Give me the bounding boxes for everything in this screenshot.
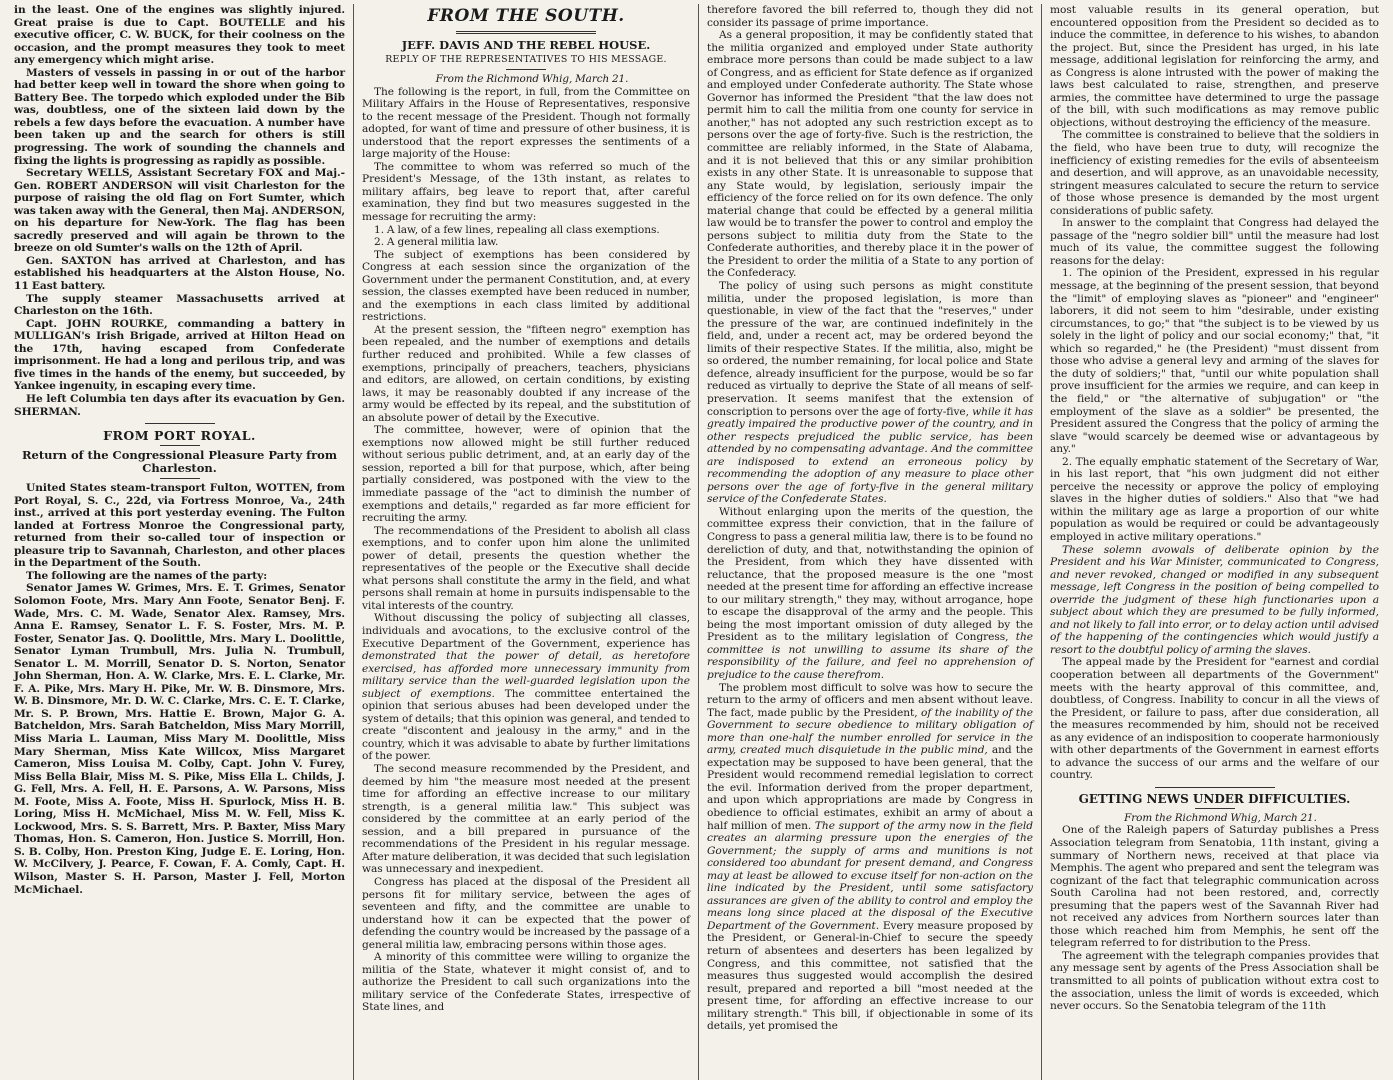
heading-getting-news: GETTING NEWS UNDER DIFFICULTIES. [1078,791,1351,806]
divider-rule [145,423,215,424]
divider-rule [506,69,546,70]
heading-port-royal: FROM PORT ROYAL. [103,428,256,444]
heading-reply: REPLY OF THE REPRESENTATIVES TO HIS MESSAGE. [385,54,667,65]
column-2 [354,4,699,1080]
heading-return: Return of the Congressional Pleasure Party from Charleston. [21,448,338,476]
text-run: Without enlarging upon the merits of the question, the committee express their conviction, that in the failure of Congress to pass a general militia law, there is to be found no dereliction of duty, and that, notwithstanding the opinion of the President, from which they have dissented with reluctance, that the proposed measure is the one "most needed at the present time for affording an effective increase to our military strength," they may, without arrogance, hope to escape the disapproval of the army and the people. This being the most important omission of duty alleged by the President as to the military legislation of Congress, [707,505,1033,644]
italic-run: the committee is not unwilling to assume its share of the responsibility of the failure, and feel no apprehension of prejudice to the cause therefrom. [707,631,1033,681]
paragraph-names-intro: The following are the names of the party: [26,569,268,582]
paragraph: 2. The equally emphatic statement of the Secretary of War, in his last report, that "his own judgment did not either perceive the necessity or approve the policy of employing slaves in the higher duties of soldiers." Also that "we had within the military age as large a proportion of our white population as would be required or could be advantageously employed in active military operations." [1050,455,1379,543]
column-1 [6,4,354,1080]
divider-rule [160,445,200,446]
text-run: The policy of using such persons as might constitute militia, under the proposed legislation, is more than questionable, in view of the fact that the "reserves," under the pressure of the war, are continued indefinitely in the field, and, under a recent act, may be ordered beyond the limits of their respective States. If the militia, also, might be so ordered, the number remaining, for local police and State defence, already insufficient for the purpose, would be so far reduced as virtually to deprive the State of all means of self-preservation. It seems manifest that the extension of conscription to persons over the age of forty-five, [707,280,1033,418]
paragraph: One of the Raleigh papers of Saturday publishes a Press Association telegram from Senatobia, 11th instant, giving a summary of Northern news, received at that place via Memphis. The agent who prepared and sent the telegram was cognizant of the fact that telegraphic communication across South Carolina had not been restored, and, correctly presuming that the papers west of the Savannah River had not received any advices from Northern sources later than those which reached him from Memphis, he sent off the telegram referred to for distribution to the Press. [1050,824,1379,950]
heading-from-the-south: FROM THE SOUTH. [427,6,625,26]
paragraph: As a general proposition, it may be confidently stated that the militia organized and employed under State authority embrace more persons than could be made subject to a law of Congress, and as efficient for State defence as if organized and employed under Confederate authority. The State whose Governor has informed the President "that the law does not permit him to call the militia from one county for service in another," has not adopted any such restriction except as to persons over the age of forty-five. Such is the restriction, the committee are reliably informed, in the State of Alabama, and it is not believed that this or any similar prohibition exists in any other State. It is unreasonable to suppose that any State would, by legislation, seriously impair the efficiency of the force relied on for its own defence. The only material change that could be effected by a general militia law would be to transfer the power to control and employ the persons subject to militia duty from the State to the Confederate authorities, and thereby place it in the power of the President to order the militia of a State to any portion of the Confederacy. [707,29,1033,280]
paragraph: The committee to whom was referred so much of the President's Message, of the 13th instant, as relates to military affairs, beg leave to report that, after careful examination, they find but two measures suggested in the message for recruiting the army: [362,160,690,223]
paragraph-names-list: Senator James W. Grimes, Mrs. E. T. Grimes, Senator Solomon Foote, Mrs. Mary Ann Foote, Senator Benj. F. Wade, Mrs. C. M. Wade, Senator Alex. Ramsey, Mrs. Anna E. Ramsey, Senator L. F. S. Foster, Mrs. M. P. Foster, Senator Jas. Q. Doolittle, Mrs. Mary L. Doolittle, Senator Lyman Trumbull, Mrs. Julia N. Trumbull, Senator L. M. Morrill, Senator D. S. Norton, Senator John Sherman, Hon. A. W. Clarke, Mrs. E. L. Clarke, Mr. F. A. Pike, Mrs. Mary H. Pike, Mr. W. B. Dinsmore, Mrs. W. B. Dinsmore, Mr. D. W. C. Clarke, Mrs. C. E. T. Clarke, Mr. S. P. Brown, Mrs. Hattie E. Brown, Major G. A. Batcheldon, Mrs. Sarah Batcheldon, Miss Mary Morrill, Miss Maria L. Lauman, Miss Mary M. Doolittle, Miss Mary Sherman, Miss Kate Willcox, Miss Margaret Cameron, Miss Louisa M. Colby, Capt. John V. Furey, Miss Bella Blair, Miss M. S. Pike, Miss Ella L. Childs, J. G. Fell, Mrs. A. Fell, H. E. Parsons, A. W. Parsons, Miss M. Foote, Miss A. Foote, Miss H. Spurlock, Miss H. B. Loring, Miss H. McMichael, Miss M. W. Fell, Miss K. Lockwood, Mrs. S. S. Barrett, Mrs. P. Baxter, Miss Mary Thomas, Hon. S. Cameron, Hon. Justice S. Morrill, Hon. S. B. Colby, Hon. Preston King, Judge E. E. Loring, Hon. W. McCilvery, J. Pearce, F. Cowan, F. A. Comly, Capt. H. Wilson, Master S. H. Parson, Master J. Fell, Morton McMichael. [14,582,345,896]
divider-rule [1195,808,1235,809]
text-run: and the expectation may be supposed to have been general, that the President would recommend remedial legislation to correct the evil. Information derived from the proper department, and upon which appropriations are made by Congress in obedience to official estimates, exhibit an army of about a half million of men. [707,744,1033,832]
paragraph [707,506,1033,682]
paragraph [707,682,1033,1033]
italic-run: of the inability of the Government to secure obedience to military obligation of more than one-half the number enrolled for service in the army, created much disquietude in the public mind, [707,706,1033,757]
paragraph: These solemn avowals of deliberate opinion by the President and his War Minister, communicated to Congress, and never revoked, changed or modified in any subsequent message, left Congress in the position of being compelled to override the judgment of these high functionaries upon a subject about which they are presumed to be fully informed, and not likely to fall into error, or to delay action until advised of the happening of the contingencies which would justify a resort to the doubtful policy of arming the slaves. [1050,543,1379,656]
text-run: Without discussing the policy of subjecting all classes, individuals and avocations, to the exclusive control of the Executive Department of the Government, experience has [362,612,690,650]
paragraph: Congress has placed at the disposal of the President all persons fit for military service, between the ages of seventeen and fifty, and the committee are unable to understand how it can be expected that the power of defending the country would be increased by the passage of a general militia law, embracing persons within those ages. [362,875,690,951]
paragraph-masters: Masters of vessels in passing in or out of the harbor had better keep well in toward the shore when going to Battery Bee. The torpedo which exploded under the Bib was, doubtless, one of the sixteen laid down by the rebels a few days before the evacuation. A number have been taken up and the search for others is still progressing. The work of sounding the channels and fixing the lights is progressing as rapidly as possible. [14,66,345,167]
paragraph: The second measure recommended by the President, and deemed by him "the measure most needed at the present time for affording an effective increase to our military strength, is a general militia law." This subject was considered by the committee at an early period of the session, and a bill prepared in pursuance of the recommendations of the President in his regular message. After mature deliberation, it was decided that such legislation was unnecessary and inexpedient. [362,763,690,876]
dateline-richmond: From the Richmond Whig, March 21. [1124,811,1317,824]
paragraph [362,612,690,763]
paragraph-saxton: Gen. SAXTON has arrived at Charleston, and has established his headquarters at the Alston House, No. 11 East battery. [14,254,345,293]
column-4 [1042,4,1387,1080]
paragraph: most valuable results in its general operation, but encountered opposition from the President so decided as to induce the committee, in deference to his wishes, to abandon the project. But, since the President has urged, in his late message, additional legislation for reinforcing the army, and as Congress is alone intrusted with the power of making the laws best calculated to raise, strengthen, and preserve armies, the committee have determined to urge the passage of the bill, with such modifications as may remove public objections, without destroying the efficiency of the measure. [1050,4,1379,129]
italic-run: demonstrated that the power of detail, as heretofore exercised, has afforded more unnecessary immunity from military service than the well-guarded legislation upon the subject of exemptions. [362,650,690,700]
paragraph: The appeal made by the President for "earnest and cordial cooperation between all departments of the Government" meets with the hearty approval of this committee, and, doubtless, of Congress. Inability to concur in all the views of the President, or failure to pass, after due consideration, all the measures recommended by him, should not be received as any evidence of an indisposition to cooperate harmoniously with other departments of the Government in earnest efforts to advance the success of our arms and the welfare of our country. [1050,656,1379,782]
paragraph-fulton: United States steam-transport Fulton, WOTTEN, from Port Royal, S. C., 22d, via Fortress Monroe, Va., 24th inst., arrived at this port yesterday evening. The Fulton landed at Fortress Monroe the Congressional party, returned from their so-called tour of inspection or pleasure trip to Savannah, Charleston, and other places in the Department of the South. [14,482,345,570]
paragraph: 1. The opinion of the President, expressed in his regular message, at the beginning of the present session, that beyond the "limit" of employing slaves as "pioneer" and "engineer" laborers, it did not seem to him "desirable, under existing circumstances, to go;" that "the subject is to be viewed by us solely in the light of policy and our social economy;" that, "it which so regarded," he (the President) "must dissent from those who advise a general levy and arming of the slaves for the duty of soldiers;" that, "until our white population shall prove insufficient for the armies we require, and can keep in the field," or "the alternative of subjugation" or "the employment of the slave as a soldier" be presented, the President assured the Congress that the policy of arming the slave "would scarcely be deemed wise or advantageous by any." [1050,267,1379,456]
italic-run: while it has greatly impaired the productive power of the country, and in other respects prejudiced the public service, has been attended by no compensating advantage. And the committee are indisposed to extend an erroneous policy by recommending the adoption of any measure to place other persons over the age of forty-five in the general military service of the Confederate States. [707,405,1033,506]
paragraph-steamer: The supply steamer Massachusetts arrived at Charleston on the 16th. [14,292,345,318]
divider-rule [456,31,596,34]
paragraph: The recommendations of the President to abolish all class exemptions, and to confer upon him alone the unlimited power of detail, presents the question whether the representatives of the people or the Executive shall decide what persons shall constitute the army in the field, and what persons shall remain at home in pursuits indispensable to the vital interests of the country. [362,524,690,612]
heading-jeff-davis: JEFF. DAVIS AND THE REBEL HOUSE. [401,38,651,52]
paragraph: 1. A law, of a few lines, repealing all class exemptions. [374,223,660,236]
italic-run: The support of the army now in the field creates an alarming pressure upon the energies of the Government; the supply of arms and munitions is not considered too abundant for present demand, and Congress may at least be allowed to excuse itself for non-action on the line indicated by the President, until some satisfactory assurances are given of the ability to control and employ the means long since placed at the disposal of the Executive Department of the Government. [707,819,1034,932]
paragraph: A minority of this committee were willing to organize the militia of the State, whatever it might consist of, and to authorize the President to call such organizations into the military service of the Confederate States, irrespective of State lines, and [362,951,690,1014]
paragraph: The following is the report, in full, from the Committee on Military Affairs in the House of Representatives, responsive to the recent message of the President. Though not formally adopted, for want of time and pressure of other business, it is understood that the report expresses the sentiments of a large majority of the House: [362,85,690,161]
paragraph-wells: Secretary WELLS, Assistant Secretary FOX and Maj.-Gen. ROBERT ANDERSON will visit Charleston for the purpose of raising the old flag on Fort Sumter, which was taken away with the General, then Maj. ANDERSON, on his departure for New-York. The flag has been sacredly preserved and will again be thrown to the breeze on old Sumter's walls on the 12th of April. [14,167,345,255]
paragraph [707,280,1033,506]
text-run: Every measure proposed by the President, or General-in-Chief to secure the speedy return of absentees and deserters has been legalized by Congress, and this committee, not satisfied that the measures thus suggested would accomplish the desired result, prepared and reported a bill "most needed at the present time, for affording an effective increase to our military strength." This bill, if objectionable in some of its details, yet promised the [707,919,1034,1033]
column-3 [699,4,1042,1080]
paragraph-left-columbia: He left Columbia ten days after its evacuation by Gen. SHERMAN. [14,392,345,418]
text-run: The problem most difficult to solve was how to secure the return to the army of officers and men absent without leave. The fact, made public by the President, [707,681,1033,719]
paragraph: The committee, however, were of opinion that the exemptions now allowed might be still further reduced without serious public detriment, and, at an early day of the session, reported a bill for that purpose, which, after being partially considered, was postponed with the view to the immediate passage of the "act to diminish the number of exemptions and details," regarded as far more efficient for recruiting the army. [362,424,690,525]
paragraph: The committee is constrained to believe that the soldiers in the field, who have been true to duty, will recognize the inefficiency of existing remedies for the evils of absenteeism and desertion, and will approve, as an unavoidable necessity, stringent measures calculated to secure the return to service of those whose presence is demanded by the most urgent considerations of public safety. [1050,129,1379,217]
paragraph: At the present session, the "fifteen negro" exemption has been repealed, and the number of exemptions and details further reduced and prohibited. While a few classes of exemptions, principally of preachers, teachers, physicians and editors, are allowed, on certain conditions, by existing laws, it may be reasonably doubted if any increase of the army would be effected by its repeal, and the substitution of an absolute power of detail by the Executive. [362,323,690,424]
paragraph: 2. A general militia law. [374,236,499,249]
dateline-richmond: From the Richmond Whig, March 21. [435,73,629,85]
divider-rule [160,478,200,479]
divider-rule [1155,787,1275,788]
paragraph: The subject of exemptions has been considered by Congress at each session since the organization of the Government under the permanent Constitution, and, at every session, the classes exempted have been reduced in number, and the exemptions in each class limited by additional restrictions. [362,248,690,324]
text-run: The committee entertained the opinion that serious abuses had been developed under the system of details; that this opinion was general, and tended to create "discontent and jealousy in the army," and in the country, which it was advisable to abate by further limitations of the power. [362,687,691,763]
paragraph-engines: in the least. One of the engines was slightly injured. Great praise is due to Capt. BOUTELLE and his executive officer, C. W. BUCK, for their coolness on the occasion, and the prompt measures they took to meet any emergency which might arise. [14,4,345,67]
paragraph: The agreement with the telegraph companies provides that any message sent by agents of the Press Association shall be transmitted to all points of publication without extra cost to the association, unless the limit of words is exceeded, which never occurs. So the Senatobia telegram of the 11th [1050,949,1379,1013]
paragraph-rourke: Capt. JOHN ROURKE, commanding a battery in MULLIGAN's Irish Brigade, arrived at Hilton Head on the 17th, having escaped from Confederate imprisonment. He had a long and perilous trip, and was five times in the hands of the enemy, but succeeded, by Yankee ingenuity, in escaping every time. [14,317,345,393]
paragraph: In answer to the complaint that Congress had delayed the passage of the "negro soldier bill" until the measure had lost much of its value, the committee suggest the following reasons for the delay: [1050,217,1379,267]
paragraph: therefore favored the bill referred to, though they did not consider its passage of prime importance. [707,4,1033,29]
